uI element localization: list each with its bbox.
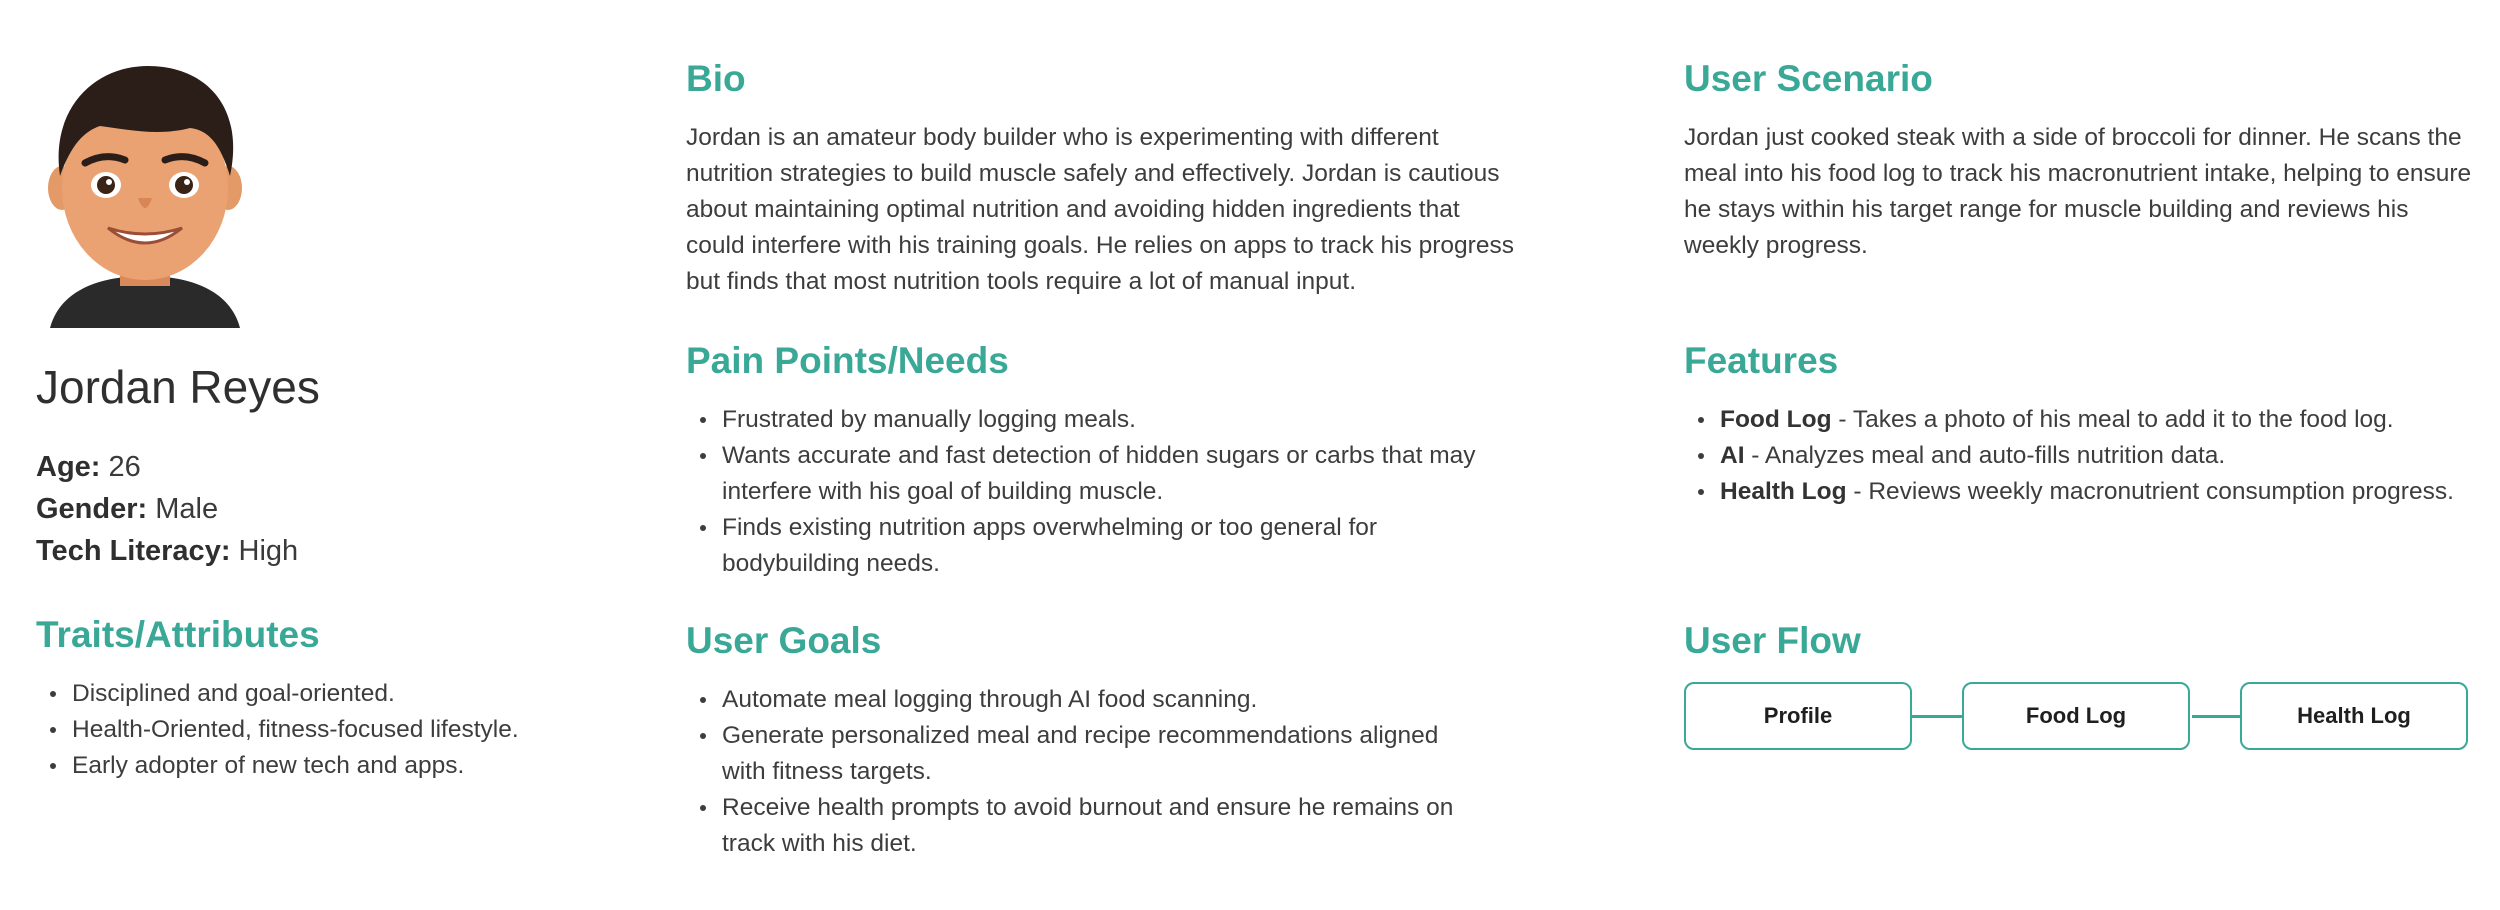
user-scenario-text: Jordan just cooked steak with a side of broccoli for dinner. He scans the meal into his food log to track his macronutrient intake, helping to ensure he stays within his target range for muscle building and reviews his weekly progress. xyxy=(1684,124,2472,259)
flow-step-label: Profile xyxy=(1763,703,1833,728)
tech-literacy-label: Tech Literacy: xyxy=(36,535,231,567)
gender-label: Gender: xyxy=(36,493,148,525)
list-item xyxy=(1684,474,2484,510)
avatar xyxy=(40,58,250,328)
feature-description: - Reviews weekly macronutrient consumption progress. xyxy=(1846,478,2454,505)
list-item: Disciplined and goal-oriented. xyxy=(36,676,636,712)
bio-heading: Bio xyxy=(686,58,746,99)
list-item: Health-Oriented, fitness-focused lifestyle. xyxy=(36,712,636,748)
list-item: Receive health prompts to avoid burnout and ensure he remains on track with his diet. xyxy=(686,790,1466,862)
gender-value: Male xyxy=(155,493,219,525)
user-flow-heading: User Flow xyxy=(1684,620,1861,661)
list-item: Frustrated by manually logging meals. xyxy=(686,402,1486,438)
bio-text: Jordan is an amateur body builder who is experimenting with different nutrition strategies to build muscle safely and effectively. Jordan is cautious about maintaining optimal nutrition and avoiding hidden ingredients that could interfere with his training goals. He relies on apps to track his progress but finds that most nutrition tools require a lot of manual input. xyxy=(686,124,1514,295)
pain-points-list xyxy=(686,402,1486,582)
list-item: Automate meal logging through AI food scanning. xyxy=(686,682,1466,718)
traits-heading: Traits/Attributes xyxy=(36,614,320,655)
persona-name: Jordan Reyes xyxy=(36,361,320,413)
feature-title: Food Log xyxy=(1720,406,1832,433)
list-item: Finds existing nutrition apps overwhelming or too general for bodybuilding needs. xyxy=(686,510,1486,582)
flow-step-profile xyxy=(1684,682,1912,750)
gender-line xyxy=(36,488,298,530)
persona-stats xyxy=(36,446,298,572)
age-line xyxy=(36,446,298,488)
tech-literacy-value: High xyxy=(238,535,299,567)
flow-step-label: Health Log xyxy=(2297,703,2411,728)
feature-description: - Analyzes meal and auto-fills nutrition data. xyxy=(1744,442,2226,469)
feature-description: - Takes a photo of his meal to add it to the food log. xyxy=(1831,406,2394,433)
feature-title: Health Log xyxy=(1720,478,1847,505)
age-value: 26 xyxy=(108,451,141,483)
flow-connector xyxy=(1910,715,1966,718)
user-scenario-heading: User Scenario xyxy=(1684,58,1933,99)
list-item xyxy=(1684,438,2484,474)
list-item xyxy=(1684,402,2484,438)
flow-step-health-log xyxy=(2240,682,2468,750)
user-goals-heading: User Goals xyxy=(686,620,882,661)
flow-step-label: Food Log xyxy=(2025,703,2127,728)
age-label: Age: xyxy=(36,451,101,483)
features-list xyxy=(1684,402,2484,510)
list-item: Generate personalized meal and recipe recommendations aligned with fitness targets. xyxy=(686,718,1466,790)
user-goals-list xyxy=(686,682,1466,862)
traits-list xyxy=(36,676,636,784)
list-item: Wants accurate and fast detection of hidden sugars or carbs that may interfere with his goal of building muscle. xyxy=(686,438,1486,510)
feature-title: AI xyxy=(1720,442,1745,469)
list-item: Early adopter of new tech and apps. xyxy=(36,748,636,784)
tech-literacy-line xyxy=(36,530,298,572)
flow-step-food-log xyxy=(1962,682,2190,750)
features-heading: Features xyxy=(1684,340,1839,381)
pain-points-heading: Pain Points/Needs xyxy=(686,340,1009,381)
